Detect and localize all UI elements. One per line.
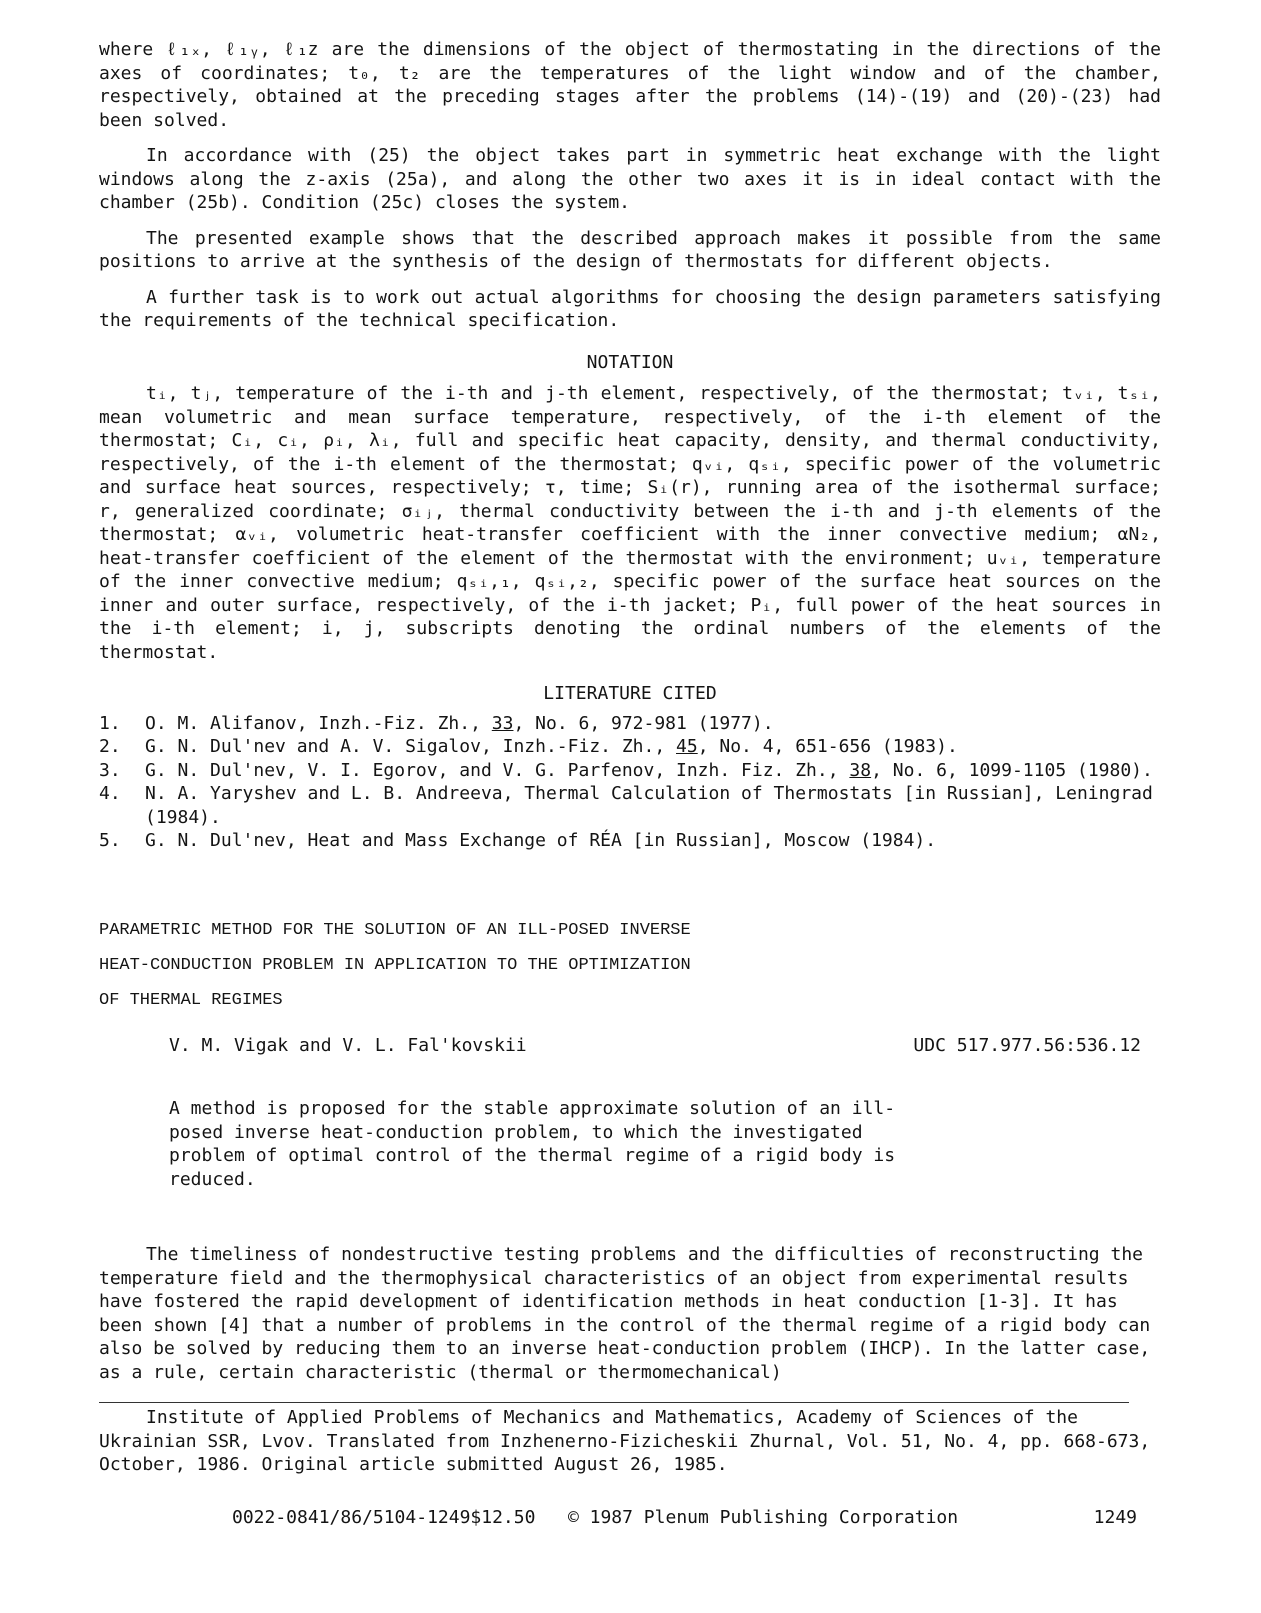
reference-list	[99, 712, 1161, 853]
title-line: PARAMETRIC METHOD FOR THE SOLUTION OF AN ILL-POSED INVERSE	[99, 920, 691, 940]
intro-paragraph-3: The presented example shows that the described approach makes it possible from the same positions to arrive at the synthesis of the design of thermostats for different objects.	[99, 227, 1161, 272]
author-row	[99, 1034, 1161, 1058]
reference-item	[99, 712, 1161, 736]
reference-text: G. N. Dul'nev, V. I. Egorov, and V. G. Parfenov, Inzh. Fiz. Zh.,	[145, 759, 850, 781]
copyright-line: 0022-0841/86/5104-1249$12.50 © 1987 Plenum Publishing Corporation	[232, 1507, 959, 1528]
reference-volume: 45	[676, 736, 698, 757]
reference-item	[99, 735, 1161, 759]
literature-heading: LITERATURE CITED	[543, 683, 717, 704]
title-line: OF THERMAL REGIMES	[99, 990, 283, 1010]
reference-number: 5.	[99, 830, 121, 851]
reference-rest: , No. 4, 651-656 (1983).	[697, 736, 958, 757]
notation-text: tᵢ, tⱼ, temperature of the i-th and j-th element, respectively, of the thermostat; tᵥᵢ, tₛᵢ, mean volumetric and mean surface temperature, respectively, of the i-th element of the thermostat; Cᵢ, cᵢ, ρᵢ, λᵢ, full and specific heat capacity, density, and thermal conductivity, respectively, of the i-th element of the thermostat; qᵥᵢ, qₛᵢ, specific power of the volumetric and surface heat sources, respectively; τ, time; Sᵢ(r), running area of the isothermal surface; r, generalized coordinate; σᵢⱼ, thermal conductivity between the i-th and j-th elements of the thermostat; αᵥᵢ, volumetric heat-transfer coefficient with the inner convective medium; αN₂, heat-transfer coefficient of the element of the thermostat with the environment; uᵥᵢ, temperature of the inner convective medium; qₛᵢ,₁, qₛᵢ,₂, specific power of the surface heat sources on the inner and outer surface, respectively, of the i-th jacket; Pᵢ, full power of the heat sources in the i-th element; i, j, subscripts denoting the ordinal numbers of the elements of the thermostat.	[99, 383, 1161, 663]
reference-text: N. A. Yaryshev and L. B. Andreeva, Thermal Calculation of Thermostats [in Russian], Leningrad (1984).	[145, 783, 1153, 828]
page-number: 1249	[1093, 1507, 1137, 1528]
reference-volume: 38	[849, 759, 872, 781]
article-body: The timeliness of nondestructive testing problems and the difficulties of reconstructing the temperature field and the thermophysical characteristics of an object from experimental results have fostered the rapid development of identification methods in heat conduction [1-3]. It has been shown [4] that a number of problems in the control of the thermal regime of a rigid body can also be solved by reducing them to an inverse heat-conduction problem (IHCP). In the latter case, as a rule, certain characteristic (thermal or thermomechanical)	[99, 1244, 1151, 1383]
article-abstract: A method is proposed for the stable approximate solution of an ill-posed inverse heat-conduction problem, to which the investigated problem of optimal control of the thermal regime of a rigid body is reduced.	[169, 1098, 896, 1190]
article-authors: V. M. Vigak and V. L. Fal'kovskii	[169, 1034, 527, 1056]
reference-number: 2.	[99, 736, 121, 757]
footnote: Institute of Applied Problems of Mechanics and Mathematics, Academy of Sciences of the Ukrainian SSR, Lvov. Translated from Inzhenerno-Fizicheskii Zhurnal, Vol. 51, No. 4, pp. 668-673, October, 1986. Original article submitted August 26, 1985.	[99, 1407, 1151, 1475]
reference-text: G. N. Dul'nev and A. V. Sigalov, Inzh.-Fiz. Zh.,	[145, 736, 677, 757]
reference-number: 1.	[99, 712, 121, 734]
intro-paragraph-2: In accordance with (25) the object takes part in symmetric heat exchange with the light windows along the z-axis (25a), and along the other two axes it is in ideal contact with the chamber (25b). Condition (25c) closes the system.	[99, 145, 1161, 213]
notation-heading: NOTATION	[586, 351, 674, 373]
footnote-divider	[99, 1402, 1129, 1403]
intro-paragraph-4: A further task is to work out actual algorithms for choosing the design parameters satisfying the requirements of the technical specification.	[99, 286, 1161, 331]
article-title	[99, 913, 1161, 1018]
reference-item	[99, 829, 1161, 853]
reference-text: O. M. Alifanov, Inzh.-Fiz. Zh.,	[145, 712, 492, 734]
udc-code: UDC 517.977.56:536.12	[913, 1034, 1141, 1056]
intro-paragraph-1: where ℓ₁ₓ, ℓ₁ᵧ, ℓ₁z are the dimensions of the object of thermostating in the directions of the axes of coordinates; t₀, t₂ are the temperatures of the light window and of the chamber, respectively, obtained at the preceding stages after the problems (14)-(19) and (20)-(23) had been solved.	[99, 39, 1161, 131]
reference-number: 4.	[99, 783, 121, 804]
title-line: HEAT-CONDUCTION PROBLEM IN APPLICATION TO THE OPTIMIZATION	[99, 955, 691, 975]
reference-number: 3.	[99, 759, 121, 781]
reference-volume: 33	[491, 712, 514, 734]
reference-item	[99, 782, 1161, 829]
reference-rest: , No. 6, 972-981 (1977).	[513, 712, 774, 734]
page-body	[99, 38, 1161, 1384]
reference-item	[99, 759, 1161, 783]
reference-rest: , No. 6, 1099-1105 (1980).	[871, 759, 1153, 781]
reference-text: G. N. Dul'nev, Heat and Mass Exchange of RÉA [in Russian], Moscow (1984).	[145, 830, 937, 851]
